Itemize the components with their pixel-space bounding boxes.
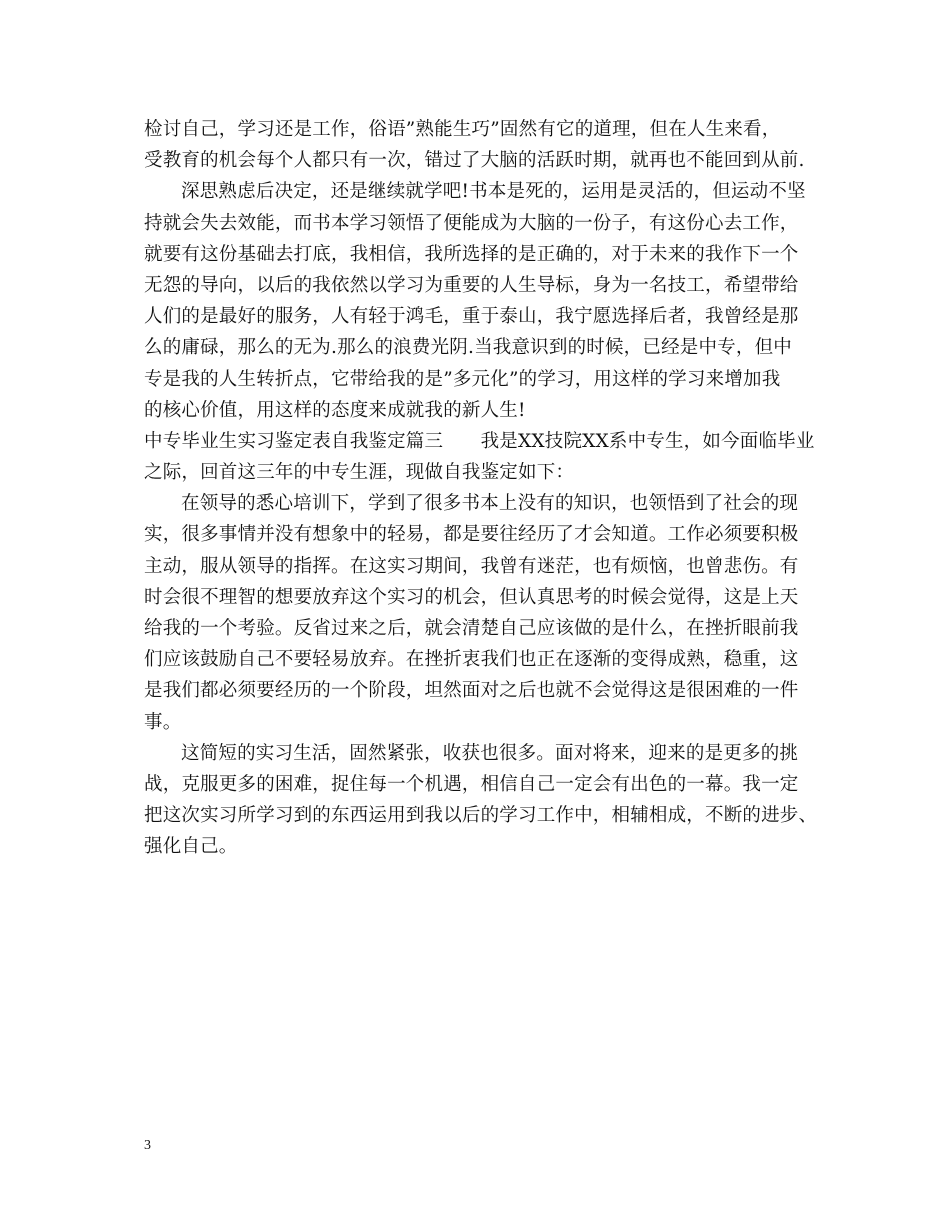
text-line: 主动，服从领导的指挥。在这实习期间，我曾有迷茫，也有烦恼，也曾悲伤。有 bbox=[144, 555, 799, 577]
text-line: 专是我的人生转折点，它带给我的是”多元化”的学习，用这样的学习来增加我 bbox=[144, 368, 781, 390]
text-line: 人们的是最好的服务，人有轻于鸿毛，重于泰山，我宁愿选择后者，我曾经是那 bbox=[144, 306, 799, 328]
text-line: 事。 bbox=[144, 711, 182, 733]
text-line: 强化自己。 bbox=[144, 836, 238, 858]
page-number: 3 bbox=[144, 1138, 151, 1153]
text-line: 在领导的悉心培训下，学到了很多书本上没有的知识，也领悟到了社会的现 bbox=[181, 493, 799, 515]
text-line: 把这次实习所学习到的东西运用到我以后的学习工作中，相辅相成，不断的进步、 bbox=[144, 805, 818, 827]
text-line: 给我的一个考验。反省过来之后，就会清楚自己应该做的是什么，在挫折眼前我 bbox=[144, 618, 799, 639]
text-line: 无怨的导向，以后的我依然以学习为重要的人生导标，身为一名技工，希望带给 bbox=[144, 274, 799, 296]
text-line: 这简短的实习生活，固然紧张，收获也很多。面对将来，迎来的是更多的挑 bbox=[181, 742, 799, 764]
text-line: 的核心价值，用这样的态度来成就我的新人生! bbox=[144, 399, 526, 421]
text-line: 之际，回首这三年的中专生涯，现做自我鉴定如下： bbox=[144, 462, 575, 484]
text-line: 检讨自己，学习还是工作，俗语”熟能生巧”固然有它的道理，但在人生来看， bbox=[144, 119, 781, 140]
text-line: 持就会失去效能，而书本学习领悟了便能成为大脑的一份子，有这份心去工作， bbox=[144, 212, 799, 234]
text-line: 么的庸碌，那么的无为.那么的浪费光阴.当我意识到的时候，已经是中专，但中 bbox=[144, 337, 792, 359]
text-line: 是我们都必须要经历的一个阶段，坦然面对之后也就不会觉得这是很困难的一件 bbox=[144, 680, 799, 702]
text-line: 深思熟虑后决定，还是继续就学吧!书本是死的，运用是灵活的，但运动不坚 bbox=[181, 181, 806, 203]
text-line: 中专毕业生实习鉴定表自我鉴定篇三 我是XX技院XX系中专生，如今面临毕业 bbox=[144, 430, 815, 452]
text-line: 实，很多事情并没有想象中的轻易，都是要往经历了才会知道。工作必须要积极 bbox=[144, 524, 799, 546]
text-line: 受教育的机会每个人都只有一次，错过了大脑的活跃时期，就再也不能回到从前. bbox=[144, 150, 805, 172]
text-line: 就要有这份基础去打底，我相信，我所选择的是正确的，对于未来的我作下一个 bbox=[144, 243, 799, 265]
text-line: 们应该鼓励自己不要轻易放弃。在挫折衷我们也正在逐渐的变得成熟，稳重，这 bbox=[144, 649, 799, 671]
text-line: 时会很不理智的想要放弃这个实习的机会，但认真思考的时候会觉得，这是上天 bbox=[144, 586, 799, 608]
text-line: 战，克服更多的困难，捉住每一个机遇，相信自己一定会有出色的一幕。我一定 bbox=[144, 773, 799, 795]
body-text bbox=[144, 114, 818, 863]
